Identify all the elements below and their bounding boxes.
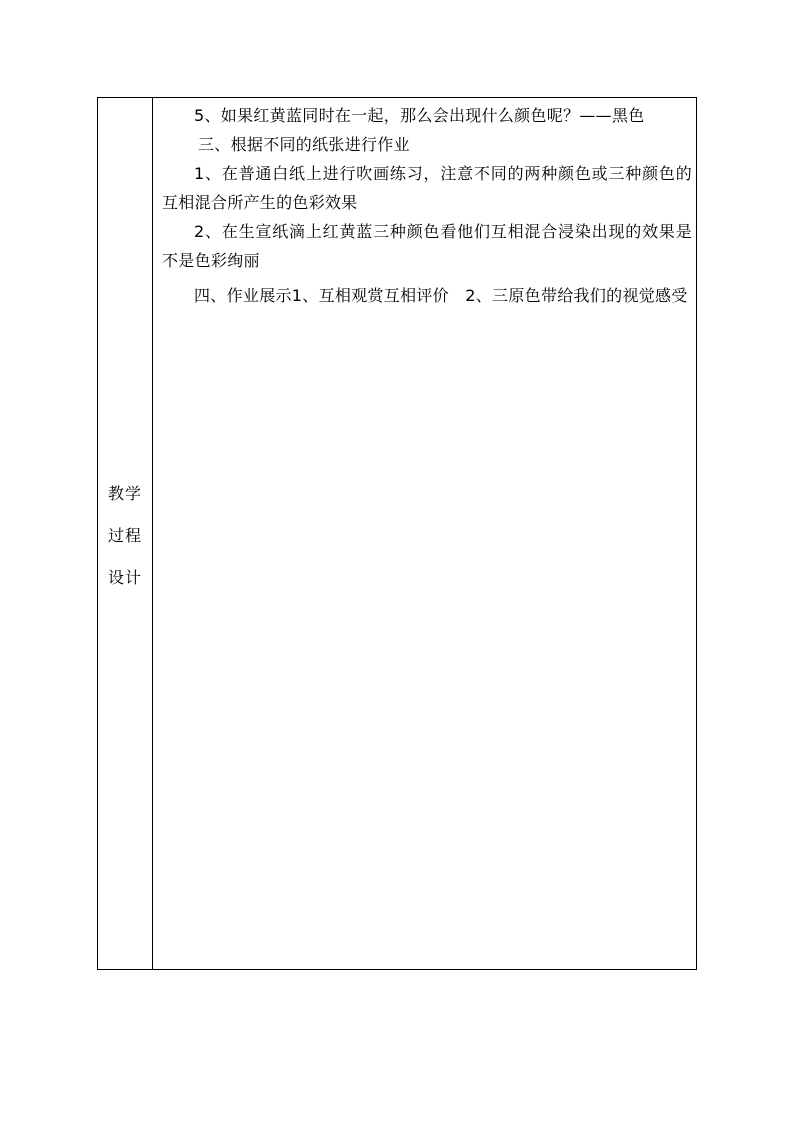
paragraph-exercise-1: 1、在普通白纸上进行吹画练习，注意不同的两种颜色或三种颜色的互相混合所产生的色彩效果 [162, 164, 692, 212]
paragraph-section-3: 三、根据不同的纸张进行作业 [198, 135, 410, 154]
teaching-process-content [153, 98, 696, 969]
lesson-plan-table [97, 97, 697, 970]
paragraph-exercise-2: 2、在生宣纸滴上红黄蓝三种颜色看他们互相混合浸染出现的效果是不是色彩绚丽 [162, 222, 692, 270]
section-label-line-3: 设计 [107, 567, 142, 587]
section-label-line-1: 教学 [107, 483, 142, 503]
paragraph-step-5: 5、如果红黄蓝同时在一起，那么会出现什么颜色呢？——黑色 [194, 106, 645, 125]
section-label-cell [98, 98, 153, 969]
paragraph-section-4: 四、作业展示1、互相观赏互相评价 2、三原色带给我们的视觉感受 [194, 286, 688, 305]
section-label-line-2: 过程 [107, 525, 142, 545]
